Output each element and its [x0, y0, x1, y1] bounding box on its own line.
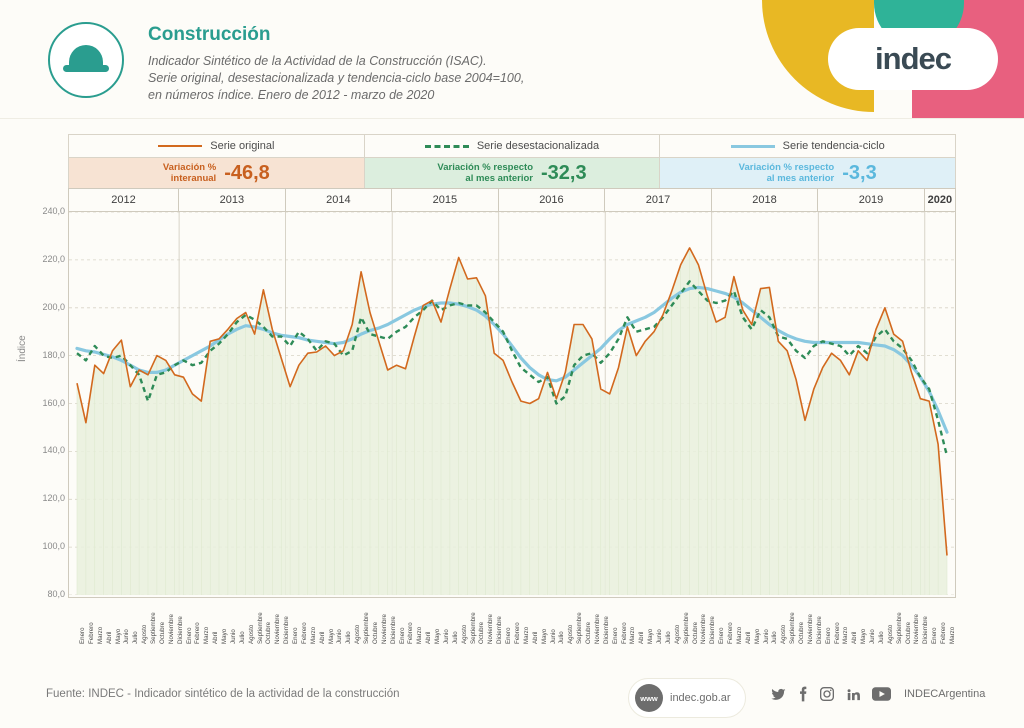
youtube-icon[interactable]: [872, 687, 891, 701]
linkedin-icon[interactable]: [846, 687, 861, 702]
subtitle-line-3: en números índice. Enero de 2012 - marzo de 2020: [148, 88, 435, 102]
month-label: Septiembre: [789, 612, 797, 644]
y-tick-label: 220,0: [42, 253, 65, 264]
month-label: Diciembre: [176, 616, 184, 644]
month-label: Mayo: [114, 628, 122, 644]
month-label: Mayo: [753, 628, 761, 644]
month-label: Abril: [851, 631, 859, 644]
y-tick-label: 180,0: [42, 349, 65, 360]
month-label: Mayo: [860, 628, 868, 644]
month-label: Julio: [345, 631, 353, 644]
month-label: Marzo: [96, 626, 104, 644]
month-label: Enero: [185, 627, 193, 644]
month-label: Mayo: [221, 628, 229, 644]
month-label: Enero: [718, 627, 726, 644]
month-label: Abril: [212, 631, 220, 644]
month-label: Enero: [398, 627, 406, 644]
line-sample-dashed: [425, 145, 469, 148]
month-label: Diciembre: [389, 616, 397, 644]
year-label: 2017: [605, 189, 712, 211]
month-label: Julio: [132, 631, 140, 644]
month-label: Junio: [229, 629, 237, 644]
y-tick-label: 100,0: [42, 541, 65, 552]
page-title: Construcción: [148, 24, 271, 45]
month-label: Junio: [869, 629, 877, 644]
social-handle: INDECArgentina: [904, 688, 986, 700]
month-label: Septiembre: [363, 612, 371, 644]
legend-label: Serie original: [210, 140, 275, 152]
variation-mensual-ciclo: [660, 158, 955, 188]
legend-item-tendencia: [660, 135, 955, 157]
variation-row: [68, 157, 956, 189]
variation-value: -32,3: [541, 161, 587, 184]
instagram-icon[interactable]: [819, 686, 835, 702]
y-tick-label: 200,0: [42, 301, 65, 312]
month-label: Marzo: [949, 626, 956, 644]
month-label: Enero: [824, 627, 832, 644]
month-label: Septiembre: [469, 612, 477, 644]
month-label: Octubre: [478, 621, 486, 644]
month-label: Agosto: [247, 624, 255, 644]
month-label: Febrero: [620, 622, 628, 644]
month-label: Agosto: [780, 624, 788, 644]
y-tick-label: 240,0: [42, 206, 65, 216]
y-tick-label: 160,0: [42, 397, 65, 408]
month-label: Marzo: [309, 626, 317, 644]
month-label: Febrero: [833, 622, 841, 644]
month-label: Diciembre: [496, 616, 504, 644]
month-label: Septiembre: [256, 612, 264, 644]
month-label: Junio: [656, 629, 664, 644]
month-label: Marzo: [735, 626, 743, 644]
month-label: Mayo: [327, 628, 335, 644]
indec-logo: [762, 0, 1024, 118]
social-links: [770, 686, 985, 702]
month-label: Marzo: [842, 626, 850, 644]
year-label: 2014: [286, 189, 393, 211]
month-label: Marzo: [203, 626, 211, 644]
hard-hat-icon: [48, 22, 124, 98]
variation-value: -3,3: [842, 161, 877, 184]
y-tick-label: 140,0: [42, 445, 65, 456]
month-label: Noviembre: [274, 614, 282, 644]
month-label: Agosto: [460, 624, 468, 644]
header-divider: [0, 118, 1024, 119]
month-label: Enero: [611, 627, 619, 644]
source-note: Fuente: INDEC - Indicador sintético de la actividad de la construcción: [46, 688, 400, 700]
month-label: Octubre: [904, 621, 912, 644]
month-label: Febrero: [300, 622, 308, 644]
year-axis: [68, 188, 956, 211]
month-label: Septiembre: [576, 612, 584, 644]
month-label: Noviembre: [593, 614, 601, 644]
year-label: 2012: [69, 189, 179, 211]
month-axis: [68, 598, 956, 648]
month-label: Septiembre: [895, 612, 903, 644]
month-label: Mayo: [647, 628, 655, 644]
variation-value: -46,8: [224, 161, 270, 184]
month-label: Octubre: [585, 621, 593, 644]
year-label: 2019: [818, 189, 925, 211]
month-label: Junio: [123, 629, 131, 644]
month-label: Septiembre: [682, 612, 690, 644]
year-label: 2013: [179, 189, 286, 211]
month-label: Marzo: [629, 626, 637, 644]
month-label: Agosto: [567, 624, 575, 644]
subtitle-line-2: Serie original, desestacionalizada y tendencia-ciclo base 2004=100,: [148, 71, 525, 85]
indec-wordmark: indec: [875, 41, 951, 76]
line-sample-cycle: [731, 145, 775, 148]
month-label: Noviembre: [487, 614, 495, 644]
y-tick-label: 80,0: [47, 589, 65, 599]
month-label: Diciembre: [922, 616, 930, 644]
year-label: 2020: [927, 194, 953, 206]
month-label: Diciembre: [602, 616, 610, 644]
month-label: Noviembre: [167, 614, 175, 644]
month-label: Octubre: [798, 621, 806, 644]
year-label: 2018: [712, 189, 819, 211]
line-sample-original: [158, 145, 202, 147]
twitter-icon[interactable]: [770, 687, 787, 702]
legend-label: Serie desestacionalizada: [476, 140, 600, 152]
month-label: Junio: [762, 629, 770, 644]
month-label: Mayo: [540, 628, 548, 644]
month-label: Noviembre: [700, 614, 708, 644]
month-label: Mayo: [434, 628, 442, 644]
variation-caption: Variación % interanual: [162, 162, 217, 184]
month-label: Enero: [505, 627, 513, 644]
month-label: Octubre: [691, 621, 699, 644]
month-label: Abril: [531, 631, 539, 644]
month-label: Agosto: [673, 624, 681, 644]
month-label: Abril: [318, 631, 326, 644]
page-footer: [0, 668, 1024, 728]
month-label: Julio: [877, 631, 885, 644]
month-label: Enero: [931, 627, 939, 644]
month-label: Febrero: [514, 622, 521, 644]
y-tick-label: 120,0: [42, 493, 65, 504]
website-link[interactable]: [628, 678, 746, 718]
legend-item-original: [69, 135, 365, 157]
month-label: Julio: [558, 631, 566, 644]
month-label: Noviembre: [913, 614, 921, 644]
variation-caption: Variación % respecto al mes anterior: [738, 162, 835, 184]
variation-mensual-desest: [365, 158, 661, 188]
legend-block: [68, 134, 956, 189]
month-label: Agosto: [886, 624, 894, 644]
month-label: Junio: [549, 629, 557, 644]
month-label: Junio: [336, 629, 344, 644]
subtitle-line-1: Indicador Sintético de la Actividad de la Construcción (ISAC).: [148, 54, 487, 68]
month-label: Marzo: [416, 626, 424, 644]
month-label: Febrero: [940, 622, 948, 644]
year-label: 2015: [392, 189, 499, 211]
title-block: [148, 24, 524, 104]
month-label: Julio: [771, 631, 779, 644]
legend-item-desestacionalizada: [365, 135, 661, 157]
website-url: indec.gob.ar: [670, 692, 731, 704]
variation-interanual: [69, 158, 365, 188]
y-axis-label: Índice: [17, 335, 28, 362]
month-label: Febrero: [727, 622, 735, 644]
year-label: 2016: [499, 189, 606, 211]
month-label: Julio: [664, 631, 672, 644]
month-label: Abril: [105, 631, 113, 644]
month-label: Junio: [442, 629, 450, 644]
month-label: Abril: [638, 631, 646, 644]
month-label: Septiembre: [150, 612, 158, 644]
month-label: Diciembre: [709, 616, 717, 644]
month-label: Febrero: [194, 622, 202, 644]
month-label: Marzo: [522, 626, 530, 644]
month-label: Febrero: [87, 622, 95, 644]
month-label: Enero: [292, 627, 300, 644]
month-label: Diciembre: [815, 616, 823, 644]
series-plot: [69, 212, 955, 595]
month-label: Abril: [744, 631, 752, 644]
month-label: Octubre: [265, 621, 273, 644]
month-label: Agosto: [141, 624, 149, 644]
month-label: Agosto: [354, 624, 362, 644]
plot-area: [17, 206, 956, 599]
variation-caption: Variación % respecto al mes anterior: [437, 162, 533, 184]
month-label: Abril: [425, 631, 433, 644]
chart: [17, 188, 956, 648]
month-label: Noviembre: [806, 614, 814, 644]
legend-label: Serie tendencia-ciclo: [782, 140, 885, 152]
legend-row: [68, 134, 956, 157]
month-label: Julio: [451, 631, 459, 644]
month-label: Noviembre: [380, 614, 388, 644]
month-label: Octubre: [158, 621, 166, 644]
page-header: [0, 0, 1024, 118]
facebook-icon[interactable]: [798, 686, 808, 702]
www-icon: www: [635, 684, 663, 712]
month-label: Julio: [238, 631, 246, 644]
month-label: Febrero: [407, 622, 415, 644]
month-label: Enero: [79, 627, 86, 644]
month-label: Octubre: [371, 621, 379, 644]
month-label: Diciembre: [283, 616, 291, 644]
